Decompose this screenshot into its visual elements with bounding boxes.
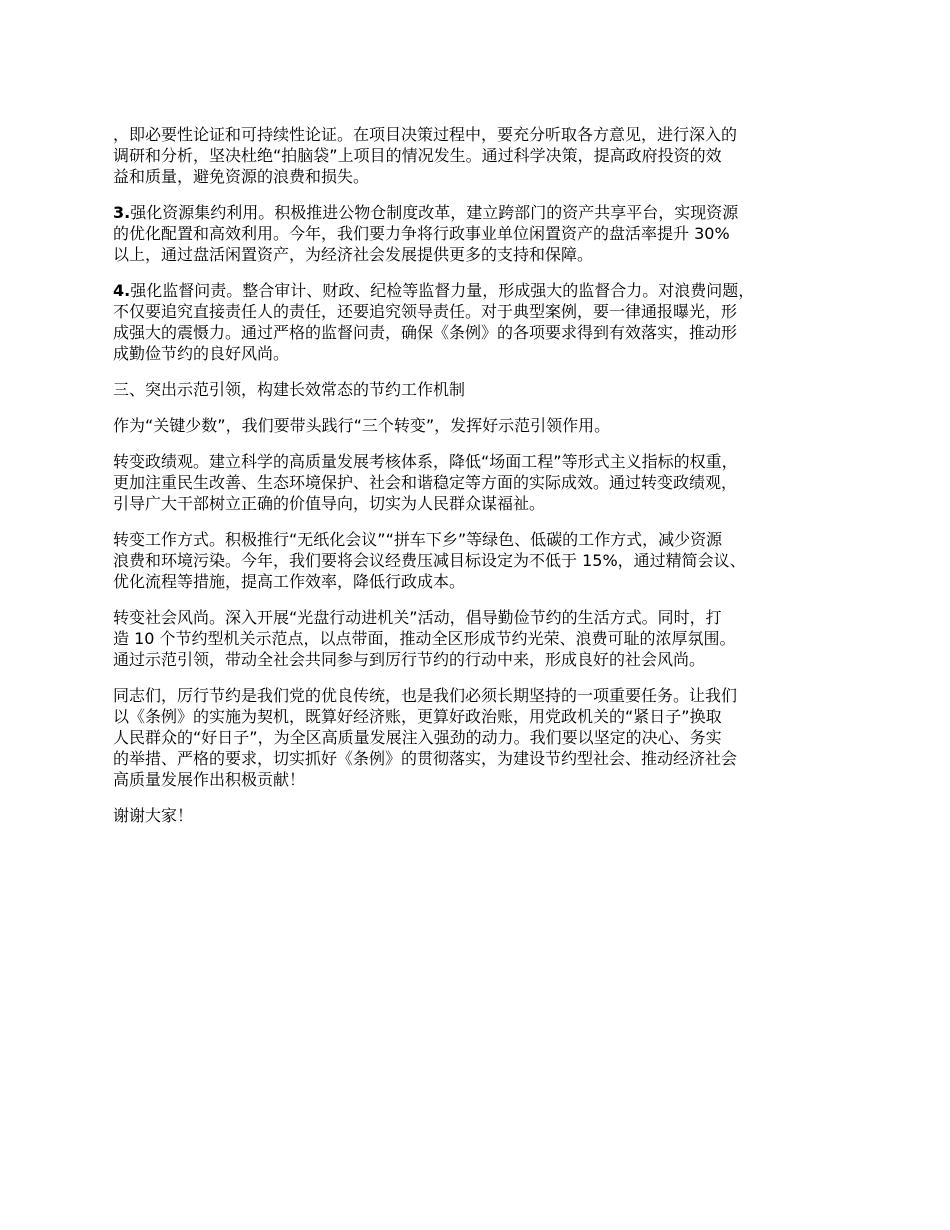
text-line bbox=[113, 202, 855, 223]
text-line: 优化流程等措施，提高工作效率，降低行政成本。 bbox=[113, 572, 466, 591]
paragraph-performance-view bbox=[113, 451, 855, 514]
text-line: 的优化配置和高效利用。今年，我们要力争将行政事业单位闲置资产的盘活率提升 30% bbox=[113, 224, 730, 243]
document-page bbox=[113, 124, 855, 841]
text-line: 调研和分析，坚决杜绝“拍脑袋”上项目的情况发生。通过科学决策，提高政府投资的效 bbox=[113, 146, 722, 165]
text-line: 不仅要追究直接责任人的责任，还要追究领导责任。对于典型案例，要一律通报曝光，形 bbox=[113, 302, 738, 321]
text-line: 转变社会风尚。深入开展“光盘行动进机关”活动，倡导勤俭节约的生活方式。同时，打 bbox=[113, 608, 722, 627]
text-line: 以上，通过盘活闲置资产，为经济社会发展提供更多的支持和保障。 bbox=[113, 245, 594, 264]
text-line: 以《条例》的实施为契机，既算好经济账，更算好政治账，用党政机关的“紧日子”换取 bbox=[113, 707, 722, 726]
paragraph-conclusion bbox=[113, 685, 855, 790]
item-number: 4. bbox=[113, 281, 131, 300]
text-line: 浪费和环境污染。今年，我们要将会议经费压减目标设定为不低于 15%，通过精简会议、 bbox=[113, 551, 746, 570]
text-line: 人民群众的“好日子”，为全区高质量发展注入强劲的动力。我们要以坚定的决心、务实 bbox=[113, 728, 722, 747]
text-line: 同志们，厉行节约是我们党的优良传统，也是我们必须长期坚持的一项重要任务。让我们 bbox=[113, 686, 738, 705]
paragraph-work-style bbox=[113, 529, 855, 592]
text-line: 转变工作方式。积极推行“无纸化会议”“拼车下乡”等绿色、低碳的工作方式，减少资源 bbox=[113, 530, 723, 549]
text-line: ，即必要性论证和可持续性论证。在项目决策过程中，要充分听取各方意见，进行深入的 bbox=[113, 125, 738, 144]
text-line: 成强大的震慑力。通过严格的监督问责，确保《条例》的各项要求得到有效落实，推动形 bbox=[113, 323, 738, 342]
text-line-content: 强化资源集约利用。积极推进公物仓制度改革，建立跨部门的资产共享平台，实现资源 bbox=[130, 203, 739, 222]
text-line: 作为“关键少数”，我们要带头践行“三个转变”，发挥好示范引领作用。 bbox=[113, 416, 611, 435]
text-line: 高质量发展作出积极贡献！ bbox=[113, 770, 306, 789]
paragraph-social-custom bbox=[113, 607, 855, 670]
paragraph-supervision bbox=[113, 280, 855, 364]
text-line: 转变政绩观。建立科学的高质量发展考核体系，降低“场面工程”等形式主义指标的权重， bbox=[113, 452, 738, 471]
paragraph-resource-utilization bbox=[113, 202, 855, 265]
text-line bbox=[113, 280, 855, 301]
text-line: 更加注重民生改善、生态环境保护、社会和谐稳定等方面的实际成效。通过转变政绩观， bbox=[113, 473, 738, 492]
text-line-content: 强化监督问责。整合审计、财政、纪检等监督力量，形成强大的监督合力。对浪费问题， bbox=[130, 281, 755, 300]
paragraph-intro-three-changes bbox=[113, 415, 855, 436]
section-heading-text: 三、突出示范引领，构建长效常态的节约工作机制 bbox=[113, 380, 466, 399]
paragraph-decision-making bbox=[113, 124, 855, 187]
text-line: 成勤俭节约的良好风尚。 bbox=[113, 344, 290, 363]
text-line: 造 10 个节约型机关示范点，以点带面，推动全区形成节约光荣、浪费可耻的浓厚氛围。 bbox=[113, 629, 736, 648]
text-line: 的举措、严格的要求，切实抓好《条例》的贯彻落实，为建设节约型社会、推动经济社会 bbox=[113, 749, 738, 768]
text-line: 通过示范引领，带动全社会共同参与到厉行节约的行动中来，形成良好的社会风尚。 bbox=[113, 650, 706, 669]
text-line: 益和质量，避免资源的浪费和损失。 bbox=[113, 167, 370, 186]
text-line: 谢谢大家！ bbox=[113, 806, 194, 825]
section-heading bbox=[113, 379, 855, 400]
closing-thanks bbox=[113, 805, 855, 826]
text-line: 引导广大干部树立正确的价值导向，切实为人民群众谋福祉。 bbox=[113, 494, 546, 513]
item-number: 3. bbox=[113, 203, 131, 222]
